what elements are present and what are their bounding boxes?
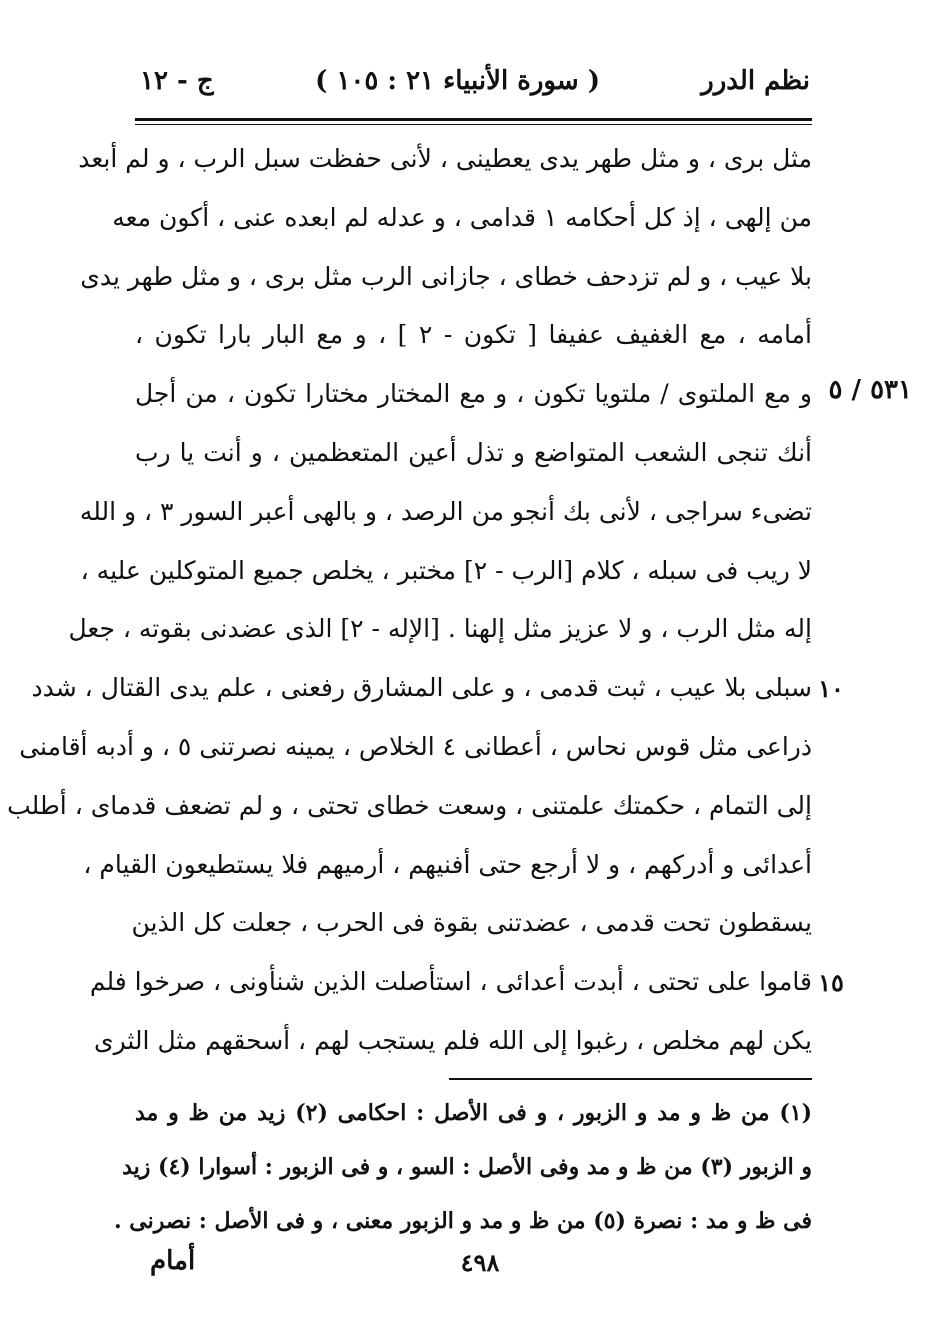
footnote-rule <box>449 1078 812 1080</box>
page-number: ٤٩٨ <box>460 1248 500 1277</box>
text-line: من إلهى ، إذ كل أحكامه ١ قدامى ، و عدله لم ابعده عنى ، أكون معه <box>112 202 812 232</box>
line-number-10: ١٠ <box>818 674 844 703</box>
text-line: يسقطون تحت قدمى ، عضدتنى بقوة فى الحرب ، جعلت كل الذين <box>131 908 812 938</box>
header-rule-thin <box>135 124 812 125</box>
footnote-line: فى ظ و مد : نصرة (٥) من ظ و مد و الزبور معنى ، و فى الأصل : نصرنى . <box>113 1208 812 1234</box>
footnotes <box>113 1086 812 1248</box>
text-line: تضىء سراجى ، لأنى بك أنجو من الرصد ، و بالهى أعبر السور ٣ ، و الله <box>79 496 812 526</box>
footnote-line: (١) من ظ و مد و الزبور ، و فى الأصل : احكامى (٢) زيد من ظ و مد <box>135 1100 812 1126</box>
main-text <box>7 130 812 1071</box>
part-number: ج - ١٢ <box>140 66 214 96</box>
text-line: ذراعى مثل قوس نحاس ، أعطانى ٤ الخلاص ، يمينه نصرتنى ٥ ، و أدبه أقامنى <box>19 731 812 761</box>
text-line: أنك تنجى الشعب المتواضع و تذل أعين المتعظمين ، و أنت يا رب <box>135 437 812 467</box>
text-line: أعدائى و أدركهم ، و لا أرجع حتى أفنيهم ، أرميهم فلا يستطيعون القيام ، <box>83 849 812 879</box>
footnote-line: و الزبور (٣) من ظ و مد وفى الأصل : السو ، و فى الزبور : أسوارا (٤) زيد <box>122 1154 812 1180</box>
text-line: قاموا على تحتى ، أبدت أعدائى ، استأصلت الذين شنأونى ، صرخوا فلم <box>89 967 812 997</box>
book-title: نظم الدرر <box>701 66 810 96</box>
surah-reference: ( سورة الأنبياء ٢١ : ١٠٥ ) <box>315 66 600 96</box>
text-line: إلى التمام ، حكمتك علمتنى ، وسعت خطاى تحتى ، و لم تضعف قدماى ، أطلب <box>7 790 812 820</box>
text-line: لا ريب فى سبله ، كلام [الرب - ٢] مختبر ، يخلص جميع المتوكلين عليه ، <box>80 555 812 585</box>
margin-reference: ٥٣١ / ٥ <box>828 375 912 405</box>
text-line: مثل برى ، و مثل طهر يدى يعطينى ، لأنى حفظت سبل الرب ، و لم أبعد <box>78 144 812 173</box>
text-line: أمامه ، مع الغفيف عفيفا [ تكون - ٢ ] ، و مع البار بارا تكون ، <box>135 320 812 350</box>
text-line: سبلى بلا عيب ، ثبت قدمى ، و على المشارق رفعنى ، علم يدى القتال ، شدد <box>31 673 812 703</box>
line-number-15: ١٥ <box>818 968 844 997</box>
text-line: إله مثل الرب ، و لا عزيز مثل إلهنا . [الإله - ٢] الذى عضدنى بقوته ، جعل <box>68 614 812 644</box>
text-line: بلا عيب ، و لم تزدحف خطاى ، جازانى الرب مثل برى ، و مثل طهر يدى <box>80 261 812 291</box>
header-rule-thick <box>135 118 812 121</box>
running-header <box>140 66 810 106</box>
text-line: و مع الملتوى / ملتويا تكون ، و مع المختار مختارا تكون ، من أجل <box>135 379 812 409</box>
catchword: أمام <box>150 1246 196 1276</box>
text-line: يكن لهم مخلص ، رغبوا إلى الله فلم يستجب لهم ، أسحقهم مثل الثرى <box>94 1025 812 1055</box>
